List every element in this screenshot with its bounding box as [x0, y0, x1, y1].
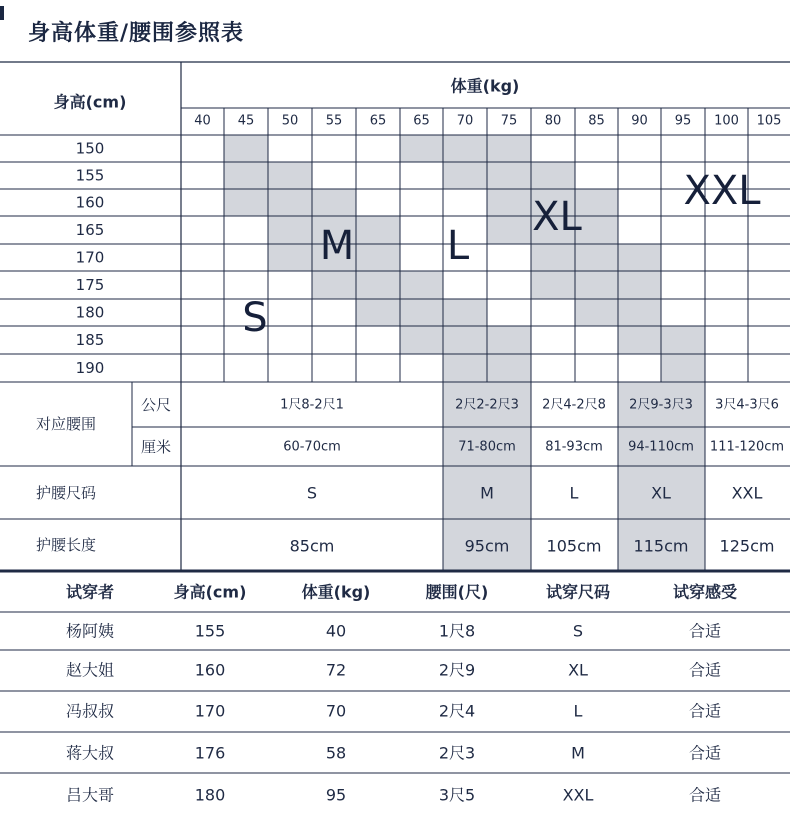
shade-cell — [575, 299, 618, 326]
shade-cell — [443, 326, 487, 354]
height-label: 175 — [75, 276, 105, 294]
trial-cell: M — [571, 743, 585, 763]
shade-cell — [661, 354, 705, 382]
waist-label: 对应腰围 — [35, 415, 97, 433]
belt-size-value: M — [480, 483, 494, 503]
page-title: 身高体重/腰围参照表 — [28, 21, 245, 46]
size-zone-label: L — [446, 223, 470, 269]
shade-cell — [312, 271, 356, 299]
waist-chi-value: 2尺2-2尺3 — [455, 397, 519, 413]
shade-cell — [224, 162, 268, 189]
trial-cell: L — [573, 701, 583, 721]
shade-cell — [575, 244, 618, 271]
height-label: 155 — [75, 166, 105, 185]
shade-cell — [268, 189, 312, 216]
shade-cell — [618, 271, 661, 299]
trial-cell: 180 — [194, 785, 226, 805]
waist-cm-value: 60-70cm — [283, 439, 341, 455]
trial-cell: XL — [568, 660, 588, 680]
height-label: 185 — [75, 331, 105, 349]
weight-tick-label: 65 — [413, 113, 430, 129]
height-label: 165 — [75, 221, 105, 239]
weight-tick-label: 50 — [281, 113, 299, 129]
shade-cell — [618, 244, 661, 271]
height-label: 180 — [75, 303, 105, 322]
trial-header: 体重(kg) — [301, 582, 371, 602]
trial-cell: 40 — [325, 621, 347, 641]
shade-cell — [575, 271, 618, 299]
shade-cell — [224, 189, 268, 216]
weight-tick-label: 80 — [544, 113, 562, 129]
trial-cell: 2尺9 — [438, 660, 476, 680]
trial-cell: XXL — [562, 785, 594, 805]
belt-size-value: XXL — [731, 483, 763, 503]
shade-cell — [531, 162, 575, 189]
shade-cell — [400, 299, 443, 326]
belt-size-value: S — [306, 483, 318, 503]
trial-cell: 冯叔叔 — [65, 701, 115, 721]
shade-cell — [618, 326, 661, 354]
trial-cell: 合适 — [688, 621, 722, 641]
trial-header: 腰围(尺) — [425, 582, 489, 602]
weight-tick-label: 40 — [194, 113, 211, 129]
height-header: 身高(cm) — [53, 92, 127, 112]
trial-header: 身高(cm) — [173, 582, 247, 602]
waist-chi-value: 1尺8-2尺1 — [280, 397, 344, 413]
trial-cell: 1尺8 — [438, 621, 476, 641]
weight-tick-label: 55 — [325, 113, 343, 129]
belt-size-label: 护腰尺码 — [35, 484, 97, 502]
waist-cm-value: 71-80cm — [458, 439, 516, 455]
shade-cell — [531, 271, 575, 299]
shade-cell — [487, 135, 531, 162]
shade-cell — [356, 271, 400, 299]
size-zone-label: S — [242, 295, 268, 341]
shade-cell — [400, 326, 443, 354]
weight-tick-label: 100 — [714, 113, 739, 129]
shade-cell — [224, 135, 268, 162]
trial-cell: 160 — [194, 660, 226, 680]
shade-cell — [268, 162, 312, 189]
trial-cell: 58 — [325, 743, 347, 763]
weight-tick-label: 105 — [756, 113, 782, 129]
shade-cell — [356, 299, 400, 326]
shade-cell — [443, 162, 487, 189]
belt-size-value: XL — [651, 483, 671, 503]
weight-header: 体重(kg) — [450, 76, 520, 96]
shade-cell — [487, 216, 531, 244]
size-zone-label: M — [319, 223, 355, 269]
shade-cell — [400, 271, 443, 299]
unit-cm-label: 厘米 — [140, 438, 172, 456]
trial-cell: 72 — [325, 660, 347, 680]
trial-cell: 赵大姐 — [65, 660, 115, 680]
waist-chi-value: 3尺4-3尺6 — [715, 397, 779, 413]
size-zone-label: XXL — [683, 168, 761, 214]
weight-tick-label: 85 — [588, 113, 605, 129]
waist-cm-value: 94-110cm — [628, 439, 694, 455]
trial-cell: 95 — [325, 785, 347, 805]
height-label: 150 — [75, 139, 105, 158]
waist-cm-value: 111-120cm — [709, 439, 785, 455]
shade-cell — [356, 216, 400, 244]
belt-length-value: 105cm — [546, 536, 602, 556]
trial-cell: 170 — [194, 701, 226, 721]
trial-cell: 合适 — [688, 785, 722, 805]
waist-cm-value: 81-93cm — [545, 439, 603, 455]
shade-cell — [268, 244, 312, 271]
weight-tick-label: 45 — [237, 113, 255, 129]
trial-header: 试穿尺码 — [545, 582, 611, 602]
shade-cell — [312, 189, 356, 216]
weight-tick-label: 65 — [369, 113, 387, 129]
trial-cell: S — [572, 621, 584, 641]
belt-length-value: 125cm — [719, 536, 775, 556]
shade-cell — [487, 354, 531, 382]
shade-cell — [443, 354, 487, 382]
height-label: 170 — [75, 248, 105, 267]
weight-tick-label: 95 — [674, 113, 692, 129]
size-zone-label: XL — [532, 194, 582, 240]
shade-cell — [487, 189, 531, 216]
waist-chi-value: 2尺9-3尺3 — [629, 397, 693, 413]
waist-chi-value: 2尺4-2尺8 — [542, 397, 606, 413]
belt-length-value: 85cm — [289, 536, 335, 556]
height-label: 160 — [75, 193, 105, 212]
shade-cell — [487, 162, 531, 189]
shade-cell — [268, 216, 312, 244]
shade-cell — [531, 244, 575, 271]
trial-cell: 176 — [194, 743, 226, 763]
shade-cell — [443, 299, 487, 326]
unit-chi-label: 公尺 — [140, 396, 172, 414]
trial-cell: 杨阿姨 — [65, 621, 115, 641]
height-label: 190 — [75, 359, 105, 377]
trial-cell: 合适 — [688, 743, 722, 763]
weight-tick-label: 90 — [631, 113, 648, 129]
shade-cell — [356, 244, 400, 271]
trial-cell: 2尺4 — [438, 701, 476, 721]
trial-cell: 合适 — [688, 660, 722, 680]
shade-cell — [618, 299, 661, 326]
shade-cell — [661, 326, 705, 354]
trial-header: 试穿感受 — [672, 582, 738, 602]
weight-tick-label: 70 — [456, 113, 474, 129]
trial-header: 试穿者 — [65, 582, 115, 602]
trial-cell: 70 — [325, 701, 347, 721]
trial-cell: 2尺3 — [438, 743, 476, 763]
shade-cell — [443, 135, 487, 162]
trial-cell: 3尺5 — [438, 785, 476, 805]
trial-cell: 合适 — [688, 701, 722, 721]
trial-cell: 155 — [194, 621, 226, 641]
belt-length-value: 95cm — [464, 536, 510, 556]
belt-length-label: 护腰长度 — [35, 536, 97, 554]
trial-cell: 吕大哥 — [65, 785, 115, 805]
shade-cell — [400, 135, 443, 162]
trial-cell: 蒋大叔 — [65, 743, 115, 763]
belt-size-value: L — [569, 483, 579, 503]
shade-cell — [487, 326, 531, 354]
belt-length-value: 115cm — [633, 536, 689, 556]
weight-tick-label: 75 — [500, 113, 518, 129]
